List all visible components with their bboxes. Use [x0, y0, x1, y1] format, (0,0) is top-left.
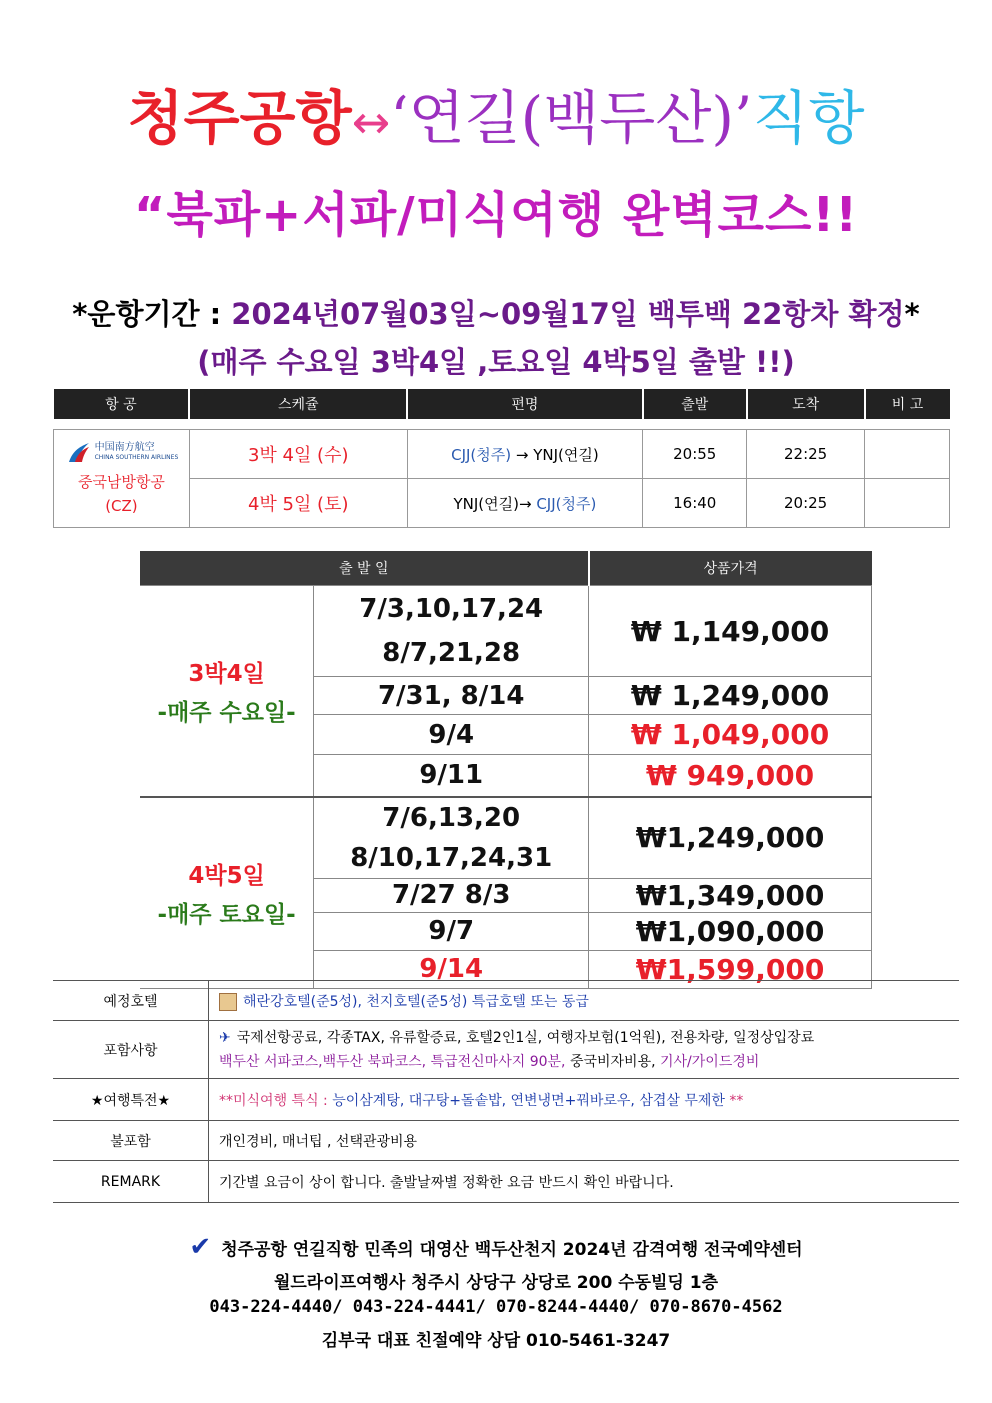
departure-dates: 7/6,13,20 8/10,17,24,31	[314, 797, 589, 879]
arrive-time: 22:25	[747, 430, 865, 479]
price: ₩1,249,000	[589, 797, 872, 879]
operation-period: *운항기간 : 2024년07월03일~09월17일 백투백 22항차 확정*	[72, 297, 920, 331]
departure-dates: 9/14	[314, 950, 589, 988]
header-schedule: 스케쥴	[189, 389, 407, 419]
departure-dates: 9/7	[314, 912, 589, 950]
departure-dates: 7/27 8/3	[314, 878, 589, 912]
excluded-value: 개인경비, 매너팁 , 선택관광비용	[209, 1121, 960, 1161]
footer-contact: 김부국 대표 친절예약 상담 010-5461-3247	[321, 1331, 671, 1351]
departure-note: (매주 수요일 3박4일 ,토요일 4박5일 출발 !!)	[197, 345, 795, 379]
price-row	[140, 797, 872, 879]
price-table	[140, 551, 872, 989]
note	[865, 479, 950, 528]
note	[865, 430, 950, 479]
schedule: 4박 5일 (토)	[189, 479, 407, 528]
header-flight: 편명	[407, 389, 643, 419]
schedule: 3박 4일 (수)	[189, 430, 407, 479]
departure-dates: 7/31, 8/14	[314, 677, 589, 715]
main-title	[0, 82, 992, 158]
price-table-header	[140, 551, 872, 586]
flight-row	[54, 430, 950, 479]
title-origin: 청주공항	[127, 84, 352, 152]
subtitle: “북파+서파/미식여행 완벽코스!!	[133, 187, 859, 243]
hotel-label: 예정호텔	[53, 981, 209, 1021]
benefit-label: ★여행특전★	[53, 1079, 209, 1121]
flight-table-header	[54, 389, 950, 419]
flight-table	[53, 389, 950, 528]
title-arrow: ↔	[351, 95, 391, 149]
title-destination: ‘연길(백두산)’	[390, 84, 753, 152]
departure-dates: 9/4	[314, 715, 589, 755]
price: ₩1,090,000	[589, 912, 872, 950]
footer-center-title: ✔ 청주공항 연길직항 민족의 대영산 백두산천지 2024년 감격여행 전국예약센터	[189, 1232, 803, 1262]
airline-logo-en: CHINA SOUTHERN AIRLINES	[94, 453, 179, 461]
price: ₩ 1,249,000	[589, 677, 872, 715]
header-depart: 출발	[643, 389, 747, 419]
group-subtitle: -매주 토요일-	[157, 901, 296, 928]
included-label: 포함사항	[53, 1021, 209, 1079]
price-row	[140, 586, 872, 677]
included-row	[53, 1021, 959, 1079]
china-southern-logo-icon	[65, 440, 91, 466]
depart-time: 16:40	[643, 479, 747, 528]
price: ₩ 1,049,000	[589, 715, 872, 755]
flight-number: CJJ(청주) → YNJ(연길)	[407, 430, 643, 479]
title-direct: 직항	[752, 84, 865, 152]
group-title: 3박4일	[188, 660, 265, 687]
header-price: 상품가격	[589, 551, 872, 586]
airline-logo-cn: 中国南方航空	[94, 441, 155, 453]
footer-phones: 043-224-4440/ 043-224-4441/ 070-8244-4440/ 070-8670-4562	[209, 1297, 783, 1317]
airline-code: (CZ)	[105, 496, 138, 515]
header-arrive: 도착	[747, 389, 865, 419]
departure-dates: 7/3,10,17,24 8/7,21,28	[314, 586, 589, 677]
departure-dates: 9/11	[314, 755, 589, 797]
remark-row	[53, 1161, 959, 1203]
benefit-row	[53, 1079, 959, 1121]
airline-cell	[54, 430, 190, 528]
remark-value: 기간별 요금이 상이 합니다. 출발날짜별 정확한 요금 반드시 확인 바랍니다.	[209, 1161, 960, 1203]
arrive-time: 20:25	[747, 479, 865, 528]
hotel-row	[53, 981, 959, 1021]
hotel-building-icon	[219, 993, 237, 1011]
excluded-row	[53, 1121, 959, 1161]
header-note: 비 고	[865, 389, 950, 419]
hotel-value: 해란강호텔(준5성), 천지호텔(준5성) 특급호텔 또는 동급	[209, 981, 960, 1021]
flight-number: YNJ(연길)→ CJJ(청주)	[407, 479, 643, 528]
benefit-value: **미식여행 특식 : 능이삼계탕, 대구탕+돌솥밥, 연변냉면+꿔바로우, 삼겹살 무제한 **	[209, 1079, 960, 1121]
group-subtitle: -매주 수요일-	[157, 699, 296, 726]
price: ₩1,349,000	[589, 878, 872, 912]
depart-time: 20:55	[643, 430, 747, 479]
airline-logo	[54, 440, 189, 466]
price: ₩ 949,000	[589, 755, 872, 797]
group-title: 4박5일	[188, 862, 265, 889]
airplane-icon: ✈	[219, 1029, 231, 1046]
price: ₩1,599,000	[589, 950, 872, 988]
group-4n5d	[140, 797, 314, 989]
header-airline: 항 공	[54, 389, 190, 419]
excluded-label: 불포함	[53, 1121, 209, 1161]
remark-label: REMARK	[53, 1161, 209, 1203]
group-3n4d	[140, 586, 314, 797]
included-value: ✈ 국제선항공료, 각종TAX, 유류할증료, 호텔2인1실, 여행자보험(1억원), 전용차량, 일정상입장료 백두산 서파코스,백두산 북파코스, 특급전신마사지 90분, 중국비자비용, 기사/가이드경비	[209, 1021, 960, 1079]
header-departure-date: 출 발 일	[140, 551, 589, 586]
price: ₩ 1,149,000	[589, 586, 872, 677]
airline-name: 중국남방항공	[77, 472, 165, 491]
check-mark-icon: ✔	[189, 1232, 212, 1262]
footer-address: 월드라이프여행사 청주시 상당구 상당로 200 수동빌딩 1층	[273, 1273, 719, 1293]
info-table	[53, 980, 959, 1203]
